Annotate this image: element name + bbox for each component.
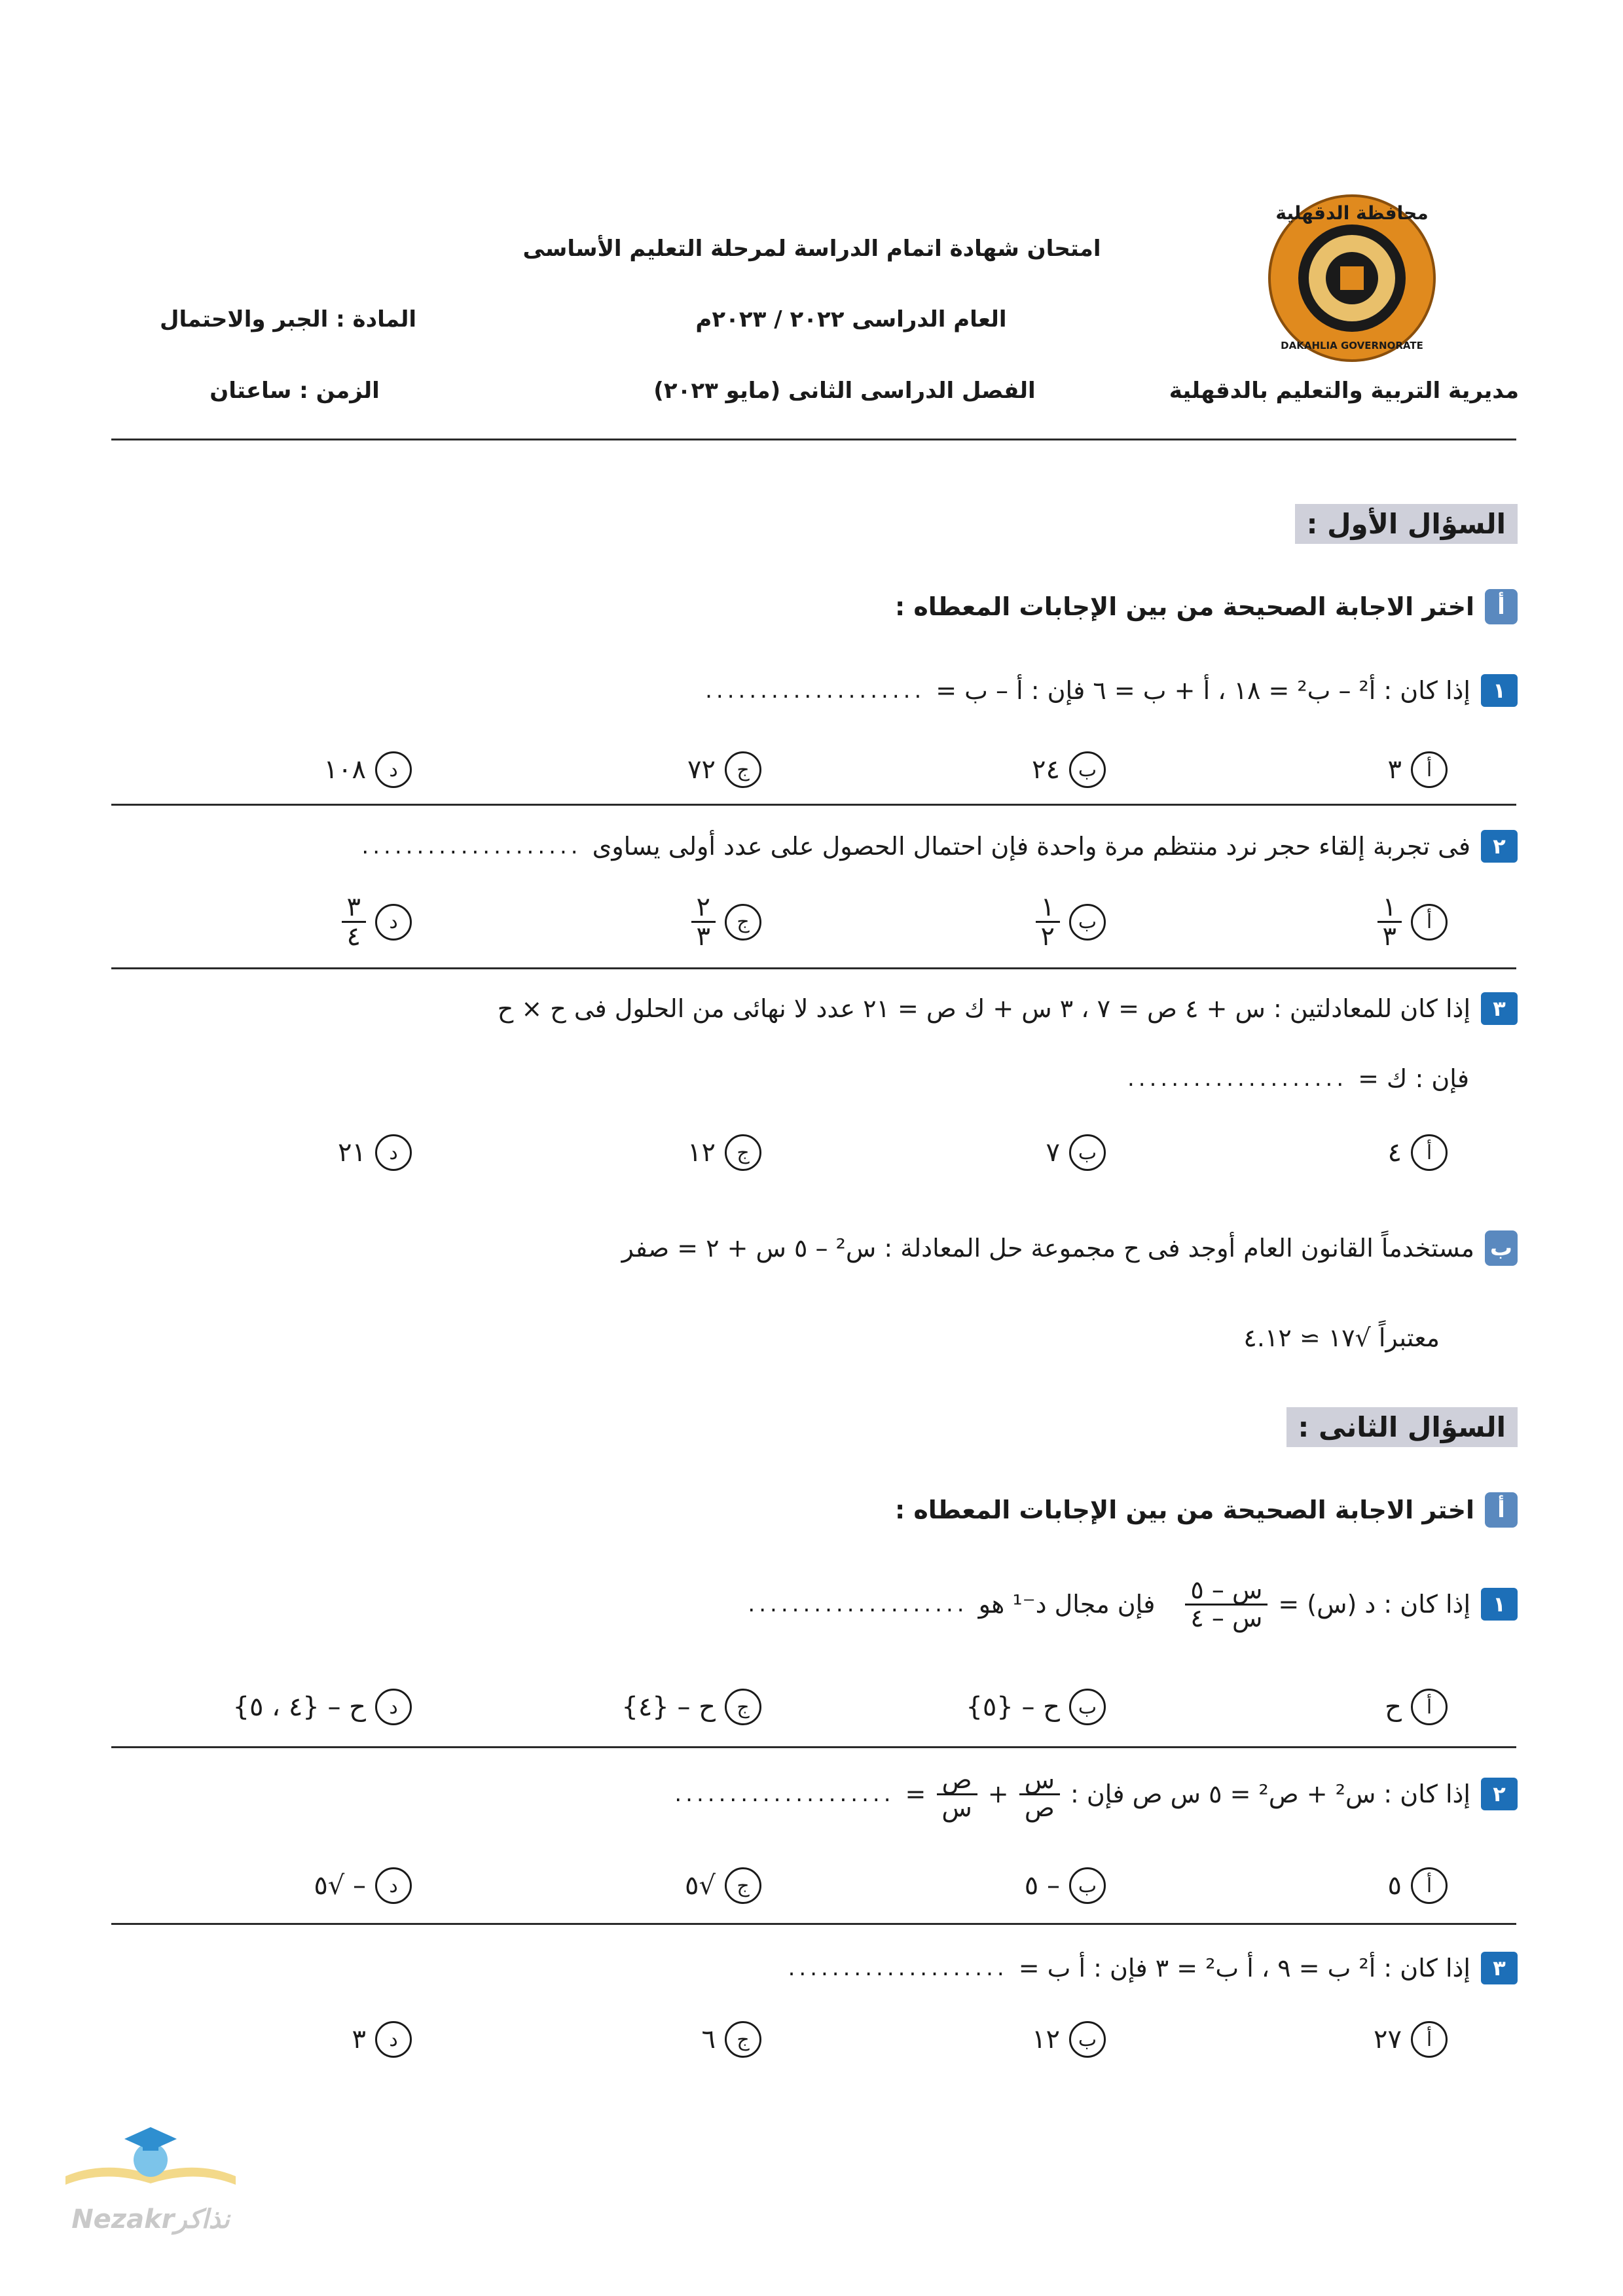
item-divider <box>111 804 1516 806</box>
option-value: ٣ <box>1387 755 1402 785</box>
academic-year: العام الدراسى ٢٠٢٢ / ٢٠٢٣م <box>695 306 1007 332</box>
answer-blank: .................... <box>788 1955 1008 1981</box>
option-c[interactable] <box>685 1867 761 1904</box>
instruction-text: اختر الاجابة الصحيحة من بين الإجابات المعطاه : <box>894 592 1474 621</box>
option-letter: د <box>375 2021 412 2058</box>
question-text: إذا كان : أ² ب = ٩ ، أ ب² = ٣ فإن : أ ب = <box>1018 1954 1470 1982</box>
question-number: ٢ <box>1481 830 1518 863</box>
option-fraction: $\frac{٢}{٣}$ <box>691 893 716 950</box>
option-a[interactable] <box>1377 893 1448 950</box>
option-letter: ج <box>725 1689 761 1725</box>
option-d[interactable] <box>352 2021 412 2058</box>
q2-item-3 <box>788 1952 1518 1984</box>
option-b[interactable] <box>1036 893 1106 950</box>
option-d[interactable] <box>338 1134 412 1171</box>
part-b-note: معتبراً √١٧ ≃ ٤.١٢ <box>1243 1323 1440 1352</box>
q1-item-3 <box>498 992 1518 1025</box>
q2-part-a-instruction <box>895 1492 1518 1528</box>
option-letter: ج <box>725 2021 761 2058</box>
option-a[interactable] <box>1388 751 1448 788</box>
option-value: √٥ <box>685 1871 716 1901</box>
option-value: ح – {٤} <box>621 1692 716 1722</box>
option-value: ح – {٤ ، ٥} <box>232 1692 366 1722</box>
equals-sign: = <box>905 1780 926 1809</box>
graduation-cap-book-icon <box>52 2114 249 2199</box>
option-letter: ب <box>1069 1867 1106 1904</box>
option-value: ٤ <box>1387 1138 1402 1168</box>
logo-subtitle: DAKAHLIA GOVERNORATE <box>1281 340 1423 351</box>
option-letter: ب <box>1069 751 1106 788</box>
instruction-text: اختر الاجابة الصحيحة من بين الإجابات المعطاه : <box>894 1496 1474 1524</box>
option-letter: أ <box>1411 2021 1448 2058</box>
q1-part-b <box>622 1230 1518 1266</box>
option-d[interactable] <box>342 893 412 950</box>
exam-subject: المادة : الجبر والاحتمال <box>159 306 417 332</box>
part-b-text: مستخدماً القانون العام أوجد فى ح مجموعة حل المعادلة : س² – ٥ س + ٢ = صفر <box>621 1234 1474 1263</box>
item-divider <box>111 1923 1516 1925</box>
q1-part-a-instruction <box>895 589 1518 624</box>
option-value: ٧٢ <box>687 755 716 785</box>
header-divider <box>111 439 1516 440</box>
option-letter: ب <box>1069 904 1106 941</box>
plus-sign: + <box>987 1780 1009 1809</box>
option-letter: د <box>375 1134 412 1171</box>
option-letter: د <box>375 1689 412 1725</box>
logo <box>1267 193 1437 363</box>
option-value: ح – {٥} <box>966 1692 1060 1722</box>
answer-blank: .................... <box>361 833 582 859</box>
exam-time: الزمن : ساعتان <box>210 378 380 404</box>
option-letter: أ <box>1411 1867 1448 1904</box>
question-lead: إذا كان : س² + ص² = ٥ س ص فإن : <box>1070 1780 1470 1809</box>
watermark-logo <box>52 2114 249 2238</box>
answer-blank: .................... <box>674 1781 895 1808</box>
option-value: ٧ <box>1046 1138 1060 1168</box>
option-letter: أ <box>1411 1689 1448 1725</box>
exam-title: امتحان شهادة اتمام الدراسة لمرحلة التعليم الأساسى <box>522 236 1101 262</box>
fraction-x-over-y: $\frac{\text{س}}{\text{ص}}$ <box>1019 1767 1060 1821</box>
option-a[interactable] <box>1388 1867 1448 1904</box>
part-b-marker-icon: ب <box>1485 1230 1518 1266</box>
option-letter: أ <box>1411 1134 1448 1171</box>
option-d[interactable] <box>233 1689 412 1725</box>
option-a[interactable] <box>1385 1689 1448 1725</box>
option-a[interactable] <box>1388 1134 1448 1171</box>
option-value: ٢١ <box>338 1138 366 1168</box>
item-divider <box>111 967 1516 969</box>
question-text-line2: فإن : ك = <box>1358 1064 1469 1093</box>
question-tail: فإن مجال د⁻¹ هو <box>978 1590 1156 1619</box>
option-letter: ج <box>725 1867 761 1904</box>
option-fraction: $\frac{١}{٣}$ <box>1377 893 1402 950</box>
exam-term: الفصل الدراسى الثانى (مايو ٢٠٢٣) <box>653 378 1036 404</box>
option-value: ١٠٨ <box>323 755 366 785</box>
option-c[interactable] <box>691 893 761 950</box>
option-d[interactable] <box>314 1867 412 1904</box>
question-number: ٣ <box>1481 1952 1518 1984</box>
item-divider <box>111 1746 1516 1748</box>
question-number: ١ <box>1481 674 1518 707</box>
q1-item-2 <box>361 830 1518 863</box>
option-b[interactable] <box>966 1689 1106 1725</box>
q2-item-2 <box>674 1767 1518 1821</box>
question-number: ١ <box>1481 1588 1518 1621</box>
option-letter: ب <box>1069 1689 1106 1725</box>
question-lead: إذا كان : د (س) = <box>1278 1590 1470 1619</box>
q1-item-3-line2 <box>1127 1064 1469 1093</box>
option-value: ٢٧ <box>1374 2024 1402 2054</box>
option-b[interactable] <box>1025 1867 1106 1904</box>
option-letter: د <box>375 1867 412 1904</box>
q2-title: السؤال الثانى : <box>1286 1407 1518 1447</box>
q2-item-1 <box>748 1577 1518 1632</box>
option-b[interactable] <box>1046 1134 1106 1171</box>
option-value: – √٥ <box>314 1871 366 1901</box>
option-c[interactable] <box>702 2021 761 2058</box>
option-a[interactable] <box>1374 2021 1448 2058</box>
option-letter: د <box>375 904 412 941</box>
fraction-denominator: س – ٤ <box>1190 1603 1263 1632</box>
option-b[interactable] <box>1032 751 1106 788</box>
option-value: ٣ <box>352 2024 366 2054</box>
option-letter: ب <box>1069 2021 1106 2058</box>
q1-title: السؤال الأول : <box>1295 504 1518 544</box>
answer-blank: .................... <box>705 677 926 704</box>
option-b[interactable] <box>1032 2021 1106 2058</box>
part-a-marker-icon: أ <box>1485 589 1518 624</box>
option-letter: د <box>375 751 412 788</box>
option-c[interactable] <box>687 1134 761 1171</box>
q1-item-1 <box>705 674 1518 707</box>
logo-title: محافظة الدقهلية <box>1275 202 1429 224</box>
option-c[interactable] <box>621 1689 761 1725</box>
question-text: إذا كان : أ² – ب² = ١٨ ، أ + ب = ٦ فإن : أ – ب = <box>936 676 1470 705</box>
option-fraction: $\frac{١}{٢}$ <box>1036 893 1060 950</box>
option-value: ٦ <box>701 2024 716 2054</box>
option-fraction: $\frac{٣}{٤}$ <box>342 893 366 950</box>
option-value: ١٢ <box>1032 2024 1060 2054</box>
watermark-text: Nezakrنذاكر <box>71 2204 230 2234</box>
option-d[interactable] <box>324 751 412 788</box>
question-text: إذا كان للمعادلتين : س + ٤ ص = ٧ ، ٣ س + ك ص = ٢١ عدد لا نهائى من الحلول فى ح × ح <box>497 994 1470 1023</box>
question-number: ٣ <box>1481 992 1518 1025</box>
question-text: فى تجربة إلقاء حجر نرد منتظم مرة واحدة فإن احتمال الحصول على عدد أولى يساوى <box>592 832 1470 861</box>
option-c[interactable] <box>687 751 761 788</box>
fraction-y-over-x: $\frac{\text{ص}}{\text{س}}$ <box>936 1767 977 1821</box>
option-value: – ٥ <box>1024 1871 1060 1901</box>
option-letter: ب <box>1069 1134 1106 1171</box>
part-a-marker-icon: أ <box>1485 1492 1518 1528</box>
option-letter: ج <box>725 1134 761 1171</box>
question-number: ٢ <box>1481 1778 1518 1810</box>
option-letter: أ <box>1411 751 1448 788</box>
fraction-numerator: س – ٥ <box>1185 1577 1267 1605</box>
answer-blank: .................... <box>748 1591 968 1618</box>
directorate: مديرية التربية والتعليم بالدقهلية <box>1169 378 1519 404</box>
answer-blank: .................... <box>1127 1066 1348 1092</box>
option-letter: أ <box>1411 904 1448 941</box>
option-value: ٥ <box>1387 1871 1402 1901</box>
option-value: ح <box>1385 1692 1402 1722</box>
option-value: ١٢ <box>687 1138 716 1168</box>
option-letter: ج <box>725 904 761 941</box>
option-letter: ج <box>725 751 761 788</box>
function-fraction <box>1185 1577 1267 1632</box>
option-value: ٢٤ <box>1032 755 1060 785</box>
